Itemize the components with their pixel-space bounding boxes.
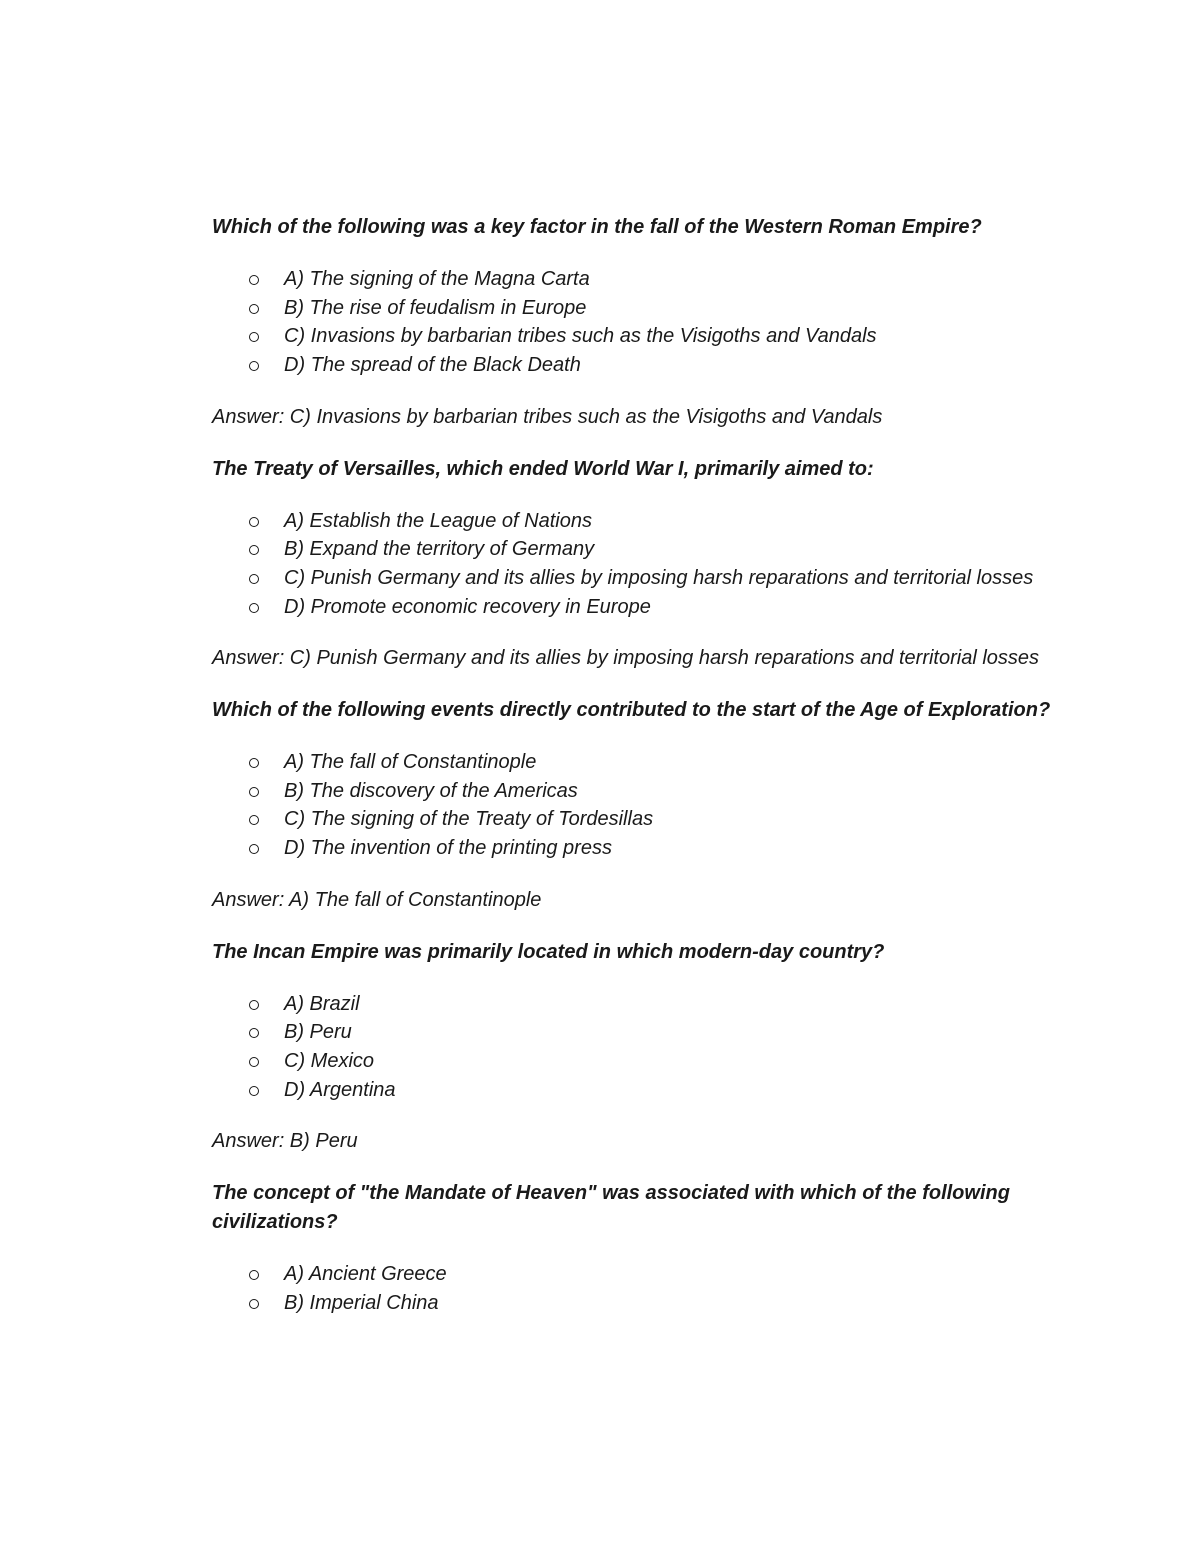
option-item xyxy=(212,564,1052,593)
option-label: C) Mexico xyxy=(284,1049,375,1072)
option-item xyxy=(212,1076,1052,1105)
option-item xyxy=(212,294,1052,323)
option-label: D) The invention of the printing press xyxy=(284,837,612,860)
option-item xyxy=(212,805,1052,834)
option-label: D) The spread of the Black Death xyxy=(284,354,581,377)
option-list xyxy=(212,990,1052,1105)
option-label: C) Punish Germany and its allies by imposing harsh reparations and territorial losses xyxy=(284,566,1034,589)
answer-text: Answer: C) Invasions by barbarian tribes such as the Visigoths and Vandals xyxy=(212,405,883,428)
question-block-5 xyxy=(212,1179,1052,1317)
hollow-circle-bullet-icon xyxy=(249,787,259,797)
answer-text: Answer: C) Punish Germany and its allies by imposing harsh reparations and territorial losses xyxy=(212,647,1040,670)
hollow-circle-bullet-icon xyxy=(249,304,259,314)
hollow-circle-bullet-icon xyxy=(249,1086,259,1096)
option-item xyxy=(212,507,1052,536)
hollow-circle-bullet-icon xyxy=(249,361,259,371)
option-item xyxy=(212,351,1052,380)
hollow-circle-bullet-icon xyxy=(249,844,259,854)
option-item xyxy=(212,1260,1052,1289)
answer-text: Answer: B) Peru xyxy=(212,1130,358,1153)
option-item xyxy=(212,1289,1052,1318)
question-block-3 xyxy=(212,696,1052,915)
hollow-circle-bullet-icon xyxy=(249,332,259,342)
answer-text: Answer: A) The fall of Constantinople xyxy=(212,888,542,911)
option-item xyxy=(212,990,1052,1019)
hollow-circle-bullet-icon xyxy=(249,517,259,527)
option-item xyxy=(212,1047,1052,1076)
question-block-4 xyxy=(212,938,1052,1157)
option-item xyxy=(212,265,1052,294)
option-label: D) Argentina xyxy=(284,1078,396,1101)
option-label: A) Brazil xyxy=(284,992,360,1015)
question-block-2 xyxy=(212,455,1052,674)
option-label: A) The fall of Constantinople xyxy=(284,751,537,774)
hollow-circle-bullet-icon xyxy=(249,545,259,555)
option-item xyxy=(212,322,1052,351)
option-item xyxy=(212,593,1052,622)
option-item xyxy=(212,748,1052,777)
option-label: A) Ancient Greece xyxy=(284,1263,447,1286)
option-label: B) Expand the territory of Germany xyxy=(284,538,595,561)
hollow-circle-bullet-icon xyxy=(249,815,259,825)
question-block-1 xyxy=(212,213,1052,432)
hollow-circle-bullet-icon xyxy=(249,1000,259,1010)
option-item xyxy=(212,834,1052,863)
question-text: The Incan Empire was primarily located in which modern-day country? xyxy=(212,940,885,963)
question-text: Which of the following was a key factor in the fall of the Western Roman Empire? xyxy=(212,216,982,238)
option-label: B) The discovery of the Americas xyxy=(284,779,578,802)
option-item xyxy=(212,535,1052,564)
option-list xyxy=(212,265,1052,380)
hollow-circle-bullet-icon xyxy=(249,1270,259,1280)
option-list xyxy=(212,1260,1052,1317)
option-label: B) Peru xyxy=(284,1021,352,1044)
option-label: A) Establish the League of Nations xyxy=(284,509,592,532)
option-list xyxy=(212,507,1052,622)
option-label: A) The signing of the Magna Carta xyxy=(284,268,590,290)
option-item xyxy=(212,1018,1052,1047)
hollow-circle-bullet-icon xyxy=(249,1299,259,1309)
hollow-circle-bullet-icon xyxy=(249,758,259,768)
option-label: C) The signing of the Treaty of Tordesillas xyxy=(284,808,654,831)
option-label: C) Invasions by barbarian tribes such as the Visigoths and Vandals xyxy=(284,325,877,348)
question-text: The Treaty of Versailles, which ended World War I, primarily aimed to: xyxy=(212,457,874,480)
option-label: D) Promote economic recovery in Europe xyxy=(284,595,651,618)
document-page xyxy=(212,213,1052,1340)
hollow-circle-bullet-icon xyxy=(249,1028,259,1038)
option-label: B) The rise of feudalism in Europe xyxy=(284,296,587,319)
option-list xyxy=(212,748,1052,863)
question-text: The concept of "the Mandate of Heaven" was associated with which of the following civilizations? xyxy=(212,1182,1010,1234)
hollow-circle-bullet-icon xyxy=(249,275,259,285)
question-text: Which of the following events directly contributed to the start of the Age of Exploration? xyxy=(212,699,1051,722)
hollow-circle-bullet-icon xyxy=(249,1057,259,1067)
option-label: B) Imperial China xyxy=(284,1291,439,1314)
hollow-circle-bullet-icon xyxy=(249,603,259,613)
hollow-circle-bullet-icon xyxy=(249,574,259,584)
option-item xyxy=(212,777,1052,806)
